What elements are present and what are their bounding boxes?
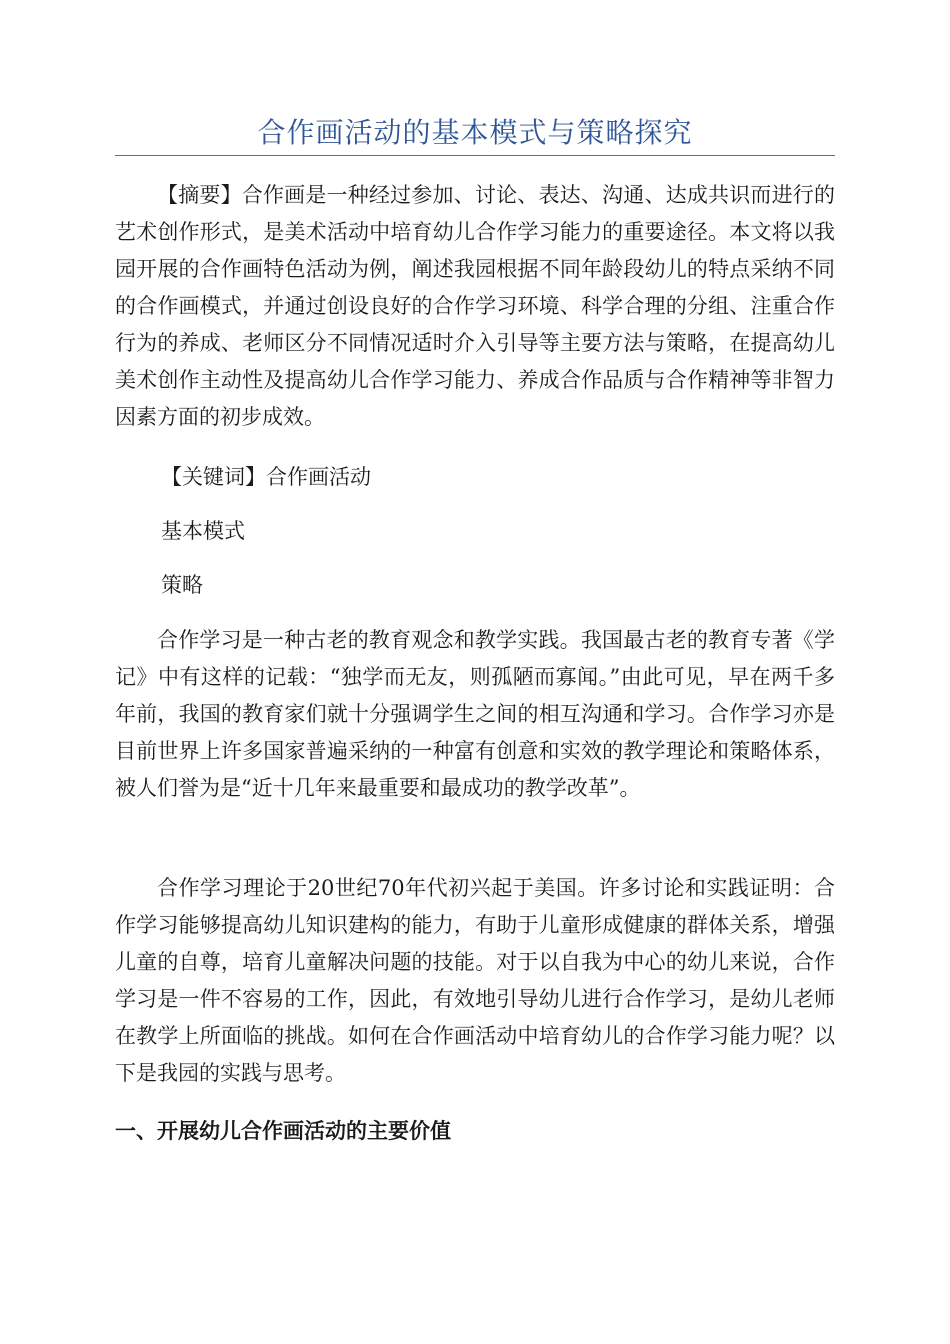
keyword-basic-model: 基本模式 [161, 519, 245, 543]
body-paragraph-2: 合作学习理论于20世纪70年代初兴起于美国。许多讨论和实践证明：合作学习能够提高幼儿知识建构的能力，有助于儿童形成健康的群体关系，增强儿童的自尊，培育儿童解决问题的技能。对于以自我为中心的幼儿来说，合作学习是一件不容易的工作，因此，有效地引导幼儿进行合作学习，是幼儿老师在教学上所面临的挑战。如何在合作画活动中培育幼儿的合作学习能力呢？以下是我园的实践与思考。 [115, 876, 835, 1085]
document-title: 合作画活动的基本模式与策略探究 [257, 116, 693, 149]
keyword-strategy: 策略 [161, 573, 203, 597]
body-paragraph-1: 合作学习是一种古老的教育观念和教学实践。我国最古老的教育专著《学记》中有这样的记载：“独学而无友，则孤陋而寡闻。”由此可见，早在两千多年前，我国的教育家们就十分强调学生之间的相互沟通和学习。合作学习亦是目前世界上许多国家普遍采纳的一种富有创意和实效的教学理论和策略体系，被人们誉为是“近十几年来最重要和最成功的教学改革”。 [115, 628, 835, 800]
section-heading: 一、开展幼儿合作画活动的主要价值 [115, 1118, 451, 1143]
keywords-line: 【关键词】合作画活动 [161, 465, 371, 489]
title-block [115, 110, 835, 156]
abstract-paragraph: 【摘要】合作画是一种经过参加、讨论、表达、沟通、达成共识而进行的艺术创作形式，是美术活动中培育幼儿合作学习能力的重要途径。本文将以我园开展的合作画特色活动为例，阐述我园根据不同年龄段幼儿的特点采纳不同的合作画模式，并通过创设良好的合作学习环境、科学合理的分组、注重合作行为的养成、老师区分不同情况适时介入引导等主要方法与策略，在提高幼儿美术创作主动性及提高幼儿合作学习能力、养成合作品质与合作精神等非智力因素方面的初步成效。 [115, 183, 835, 429]
